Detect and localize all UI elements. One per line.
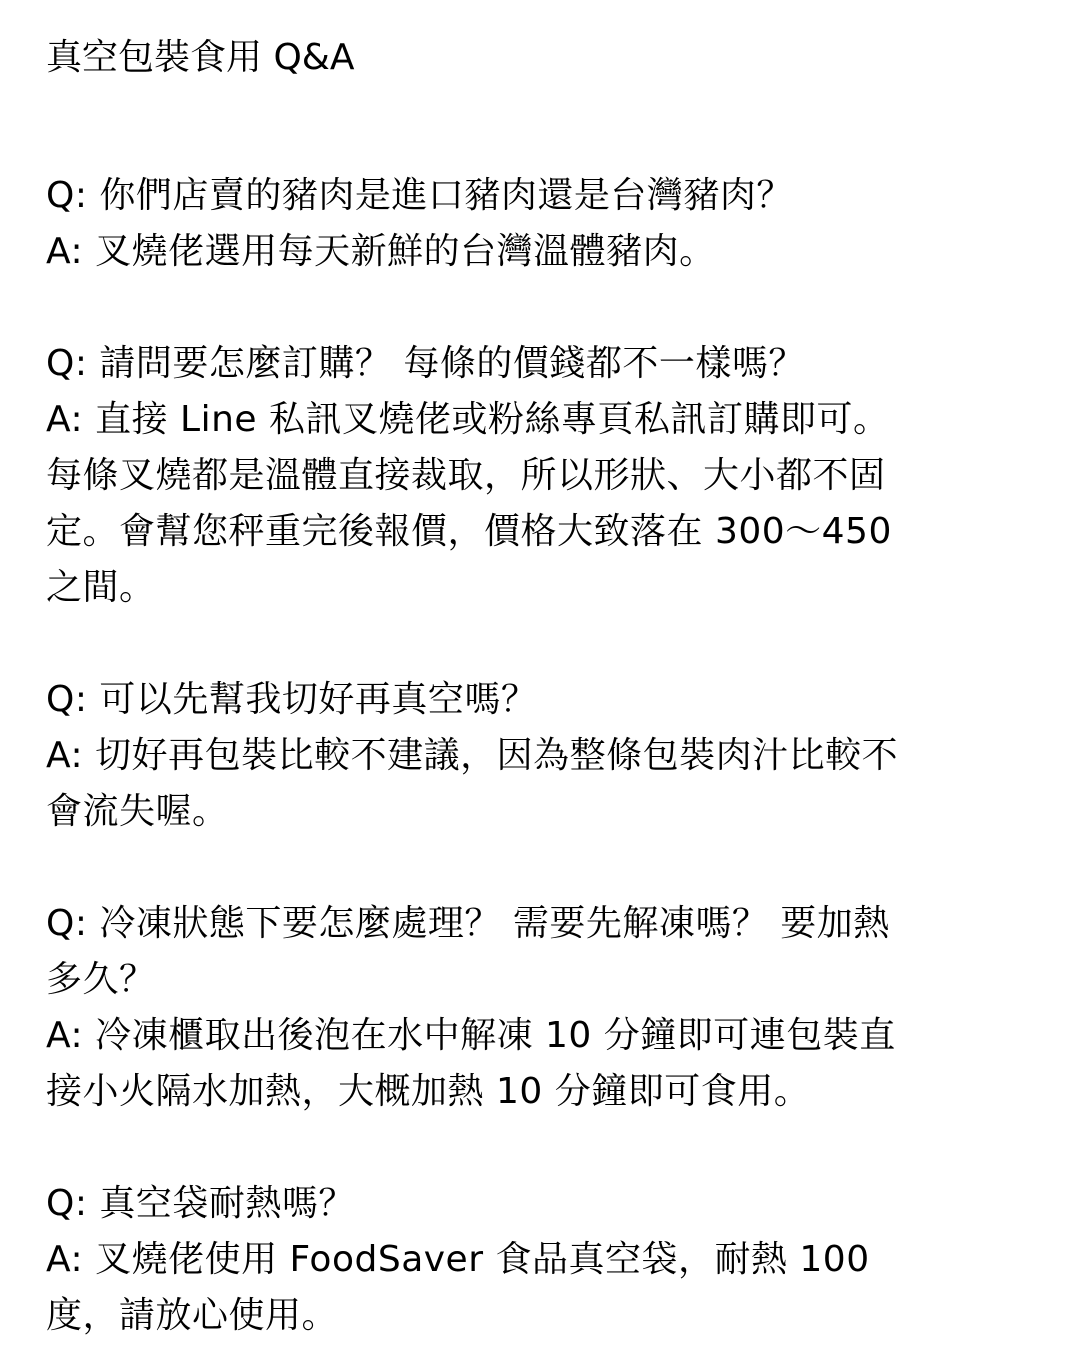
qa-item-pork-origin (46, 168, 1036, 280)
question-line: 多久？ (46, 959, 156, 1000)
answer-line: A: 冷凍櫃取出後泡在水中解凍 10 分鐘即可連包裝直 (46, 1015, 896, 1056)
answer-line: A: 切好再包裝比較不建議，因為整條包裝肉汁比較不 (46, 735, 899, 776)
answer-line: 之間。 (46, 567, 156, 608)
question-line: Q: 可以先幫我切好再真空嗎？ (46, 679, 538, 720)
answer-line: 接小火隔水加熱，大概加熱 10 分鐘即可食用。 (46, 1071, 811, 1112)
answer-line: 度，請放心使用。 (46, 1295, 339, 1336)
document-title: 真空包裝食用 Q&A (46, 37, 355, 78)
question-line: Q: 真空袋耐熱嗎？ (46, 1183, 355, 1224)
document (46, 30, 1036, 1336)
question-line: Q: 冷凍狀態下要怎麼處理？ 需要先解凍嗎？ 要加熱 (46, 903, 890, 944)
answer-line: A: 直接 Line 私訊叉燒佬或粉絲專頁私訊訂購即可。 (46, 399, 890, 440)
question-line: Q: 你們店賣的豬肉是進口豬肉還是台灣豬肉？ (46, 175, 793, 216)
answer-line: A: 叉燒佬使用 FoodSaver 食品真空袋，耐熱 100 (46, 1239, 870, 1280)
answer-line: 會流失喔。 (46, 791, 229, 832)
question-line: Q: 請問要怎麼訂購？ 每條的價錢都不一樣嗎？ (46, 343, 805, 384)
answer-line: 定。會幫您秤重完後報價，價格大致落在 300～450 (46, 511, 892, 552)
qa-item-frozen-handling (46, 896, 1036, 1120)
qa-item-bag-heat-resistance (46, 1176, 1036, 1344)
qa-item-pre-cut (46, 672, 1036, 840)
qa-item-ordering (46, 336, 1036, 616)
answer-line: A: 叉燒佬選用每天新鮮的台灣溫體豬肉。 (46, 231, 716, 272)
answer-line: 每條叉燒都是溫體直接裁取，所以形狀、大小都不固 (46, 455, 886, 496)
